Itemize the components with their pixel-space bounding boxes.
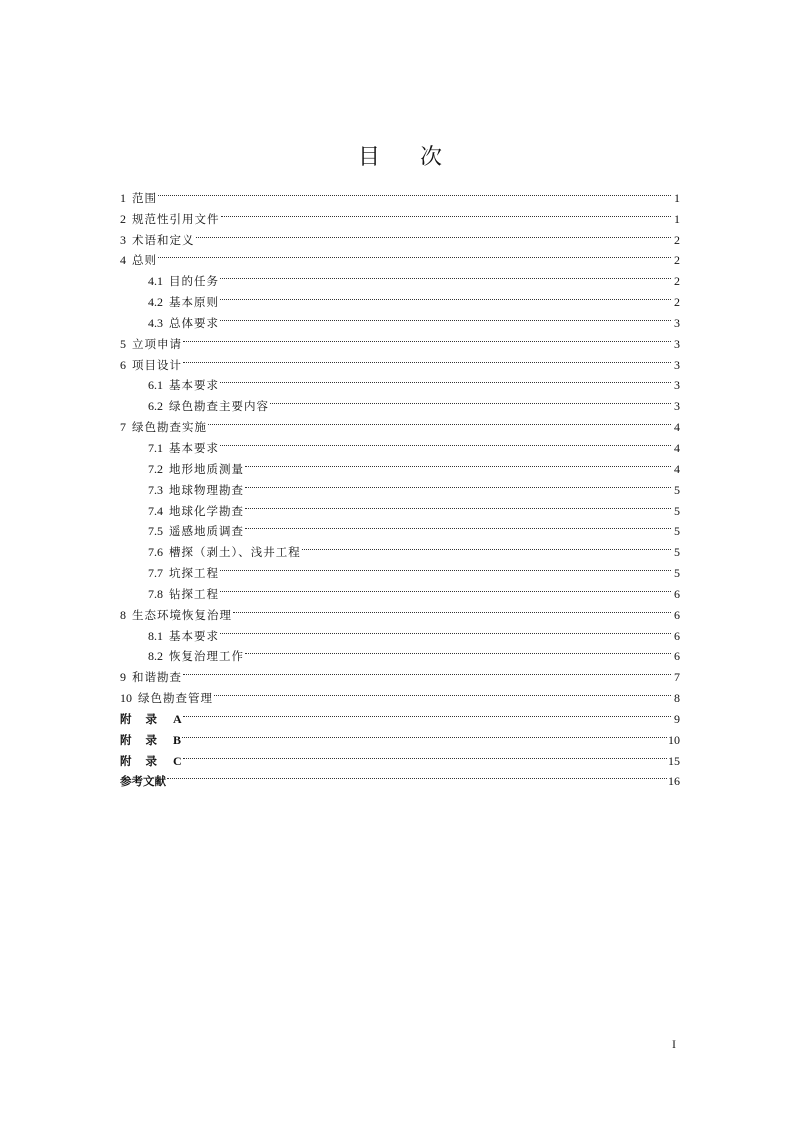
toc-entry-number: 7.2	[148, 461, 163, 476]
toc-entry-title: 遥感地质调查	[169, 524, 244, 539]
toc-entry-number: 2	[120, 211, 126, 226]
toc-entry-page: 15	[668, 753, 680, 768]
toc-entry-page: 5	[674, 482, 680, 497]
dot-leader	[245, 640, 671, 661]
toc-entry-title: 立项申请	[132, 336, 182, 351]
toc-entry-page: 8	[674, 691, 680, 706]
dot-leader	[214, 681, 671, 702]
toc-entry-page: 6	[674, 607, 680, 622]
toc-entry-page: 10	[668, 732, 680, 747]
toc-entry-number: 7.8	[148, 586, 163, 601]
toc-entry-page: 2	[674, 295, 680, 310]
title-char-2: 次	[420, 145, 443, 170]
toc-entry-number: 7.6	[148, 545, 163, 560]
toc-entry-number: 6.2	[148, 399, 163, 414]
dot-leader	[158, 244, 671, 265]
toc-entry-page: 3	[674, 399, 680, 414]
toc-entry-title: 绿色勘查管理	[138, 691, 213, 706]
table-of-contents	[120, 181, 680, 789]
toc-entry-page: 3	[674, 378, 680, 393]
toc-entry-page: 3	[674, 357, 680, 372]
toc-entry[interactable]	[120, 181, 680, 205]
dot-leader	[158, 181, 671, 202]
toc-entry-page: 2	[674, 232, 680, 247]
toc-entry-number: 7.1	[148, 440, 163, 455]
dot-leader	[245, 515, 671, 536]
toc-entry-number: 8.2	[148, 649, 163, 664]
toc-appendix-entry[interactable]	[120, 744, 680, 768]
toc-entry-title: 和谐勘查	[132, 670, 182, 685]
toc-entry-title: 绿色勘查主要内容	[169, 399, 269, 414]
toc-entry-title: 基本原则	[169, 295, 219, 310]
toc-entry[interactable]	[120, 202, 680, 226]
toc-entry[interactable]	[120, 681, 680, 706]
dot-leader	[220, 285, 671, 306]
toc-entry-title: 地球化学勘查	[169, 503, 244, 518]
toc-entry-number: 7.3	[148, 482, 163, 497]
appendix-letter: C	[173, 753, 182, 768]
toc-appendix-entry[interactable]	[120, 702, 680, 726]
toc-entry-title: 钻探工程	[169, 586, 219, 601]
dot-leader	[220, 619, 671, 640]
appendix-letter: A	[173, 711, 182, 726]
toc-entry-number: 6	[120, 357, 126, 372]
toc-entry-page: 4	[674, 440, 680, 455]
dot-leader	[182, 723, 667, 744]
toc-entry-page: 6	[674, 649, 680, 664]
dot-leader	[208, 410, 671, 431]
toc-appendix-entry[interactable]	[120, 723, 680, 747]
title-char-1: 目	[357, 145, 380, 170]
appendix-word-2: 录	[145, 753, 157, 768]
appendix-word-2: 录	[145, 732, 157, 747]
toc-entry-page: 1	[674, 211, 680, 226]
toc-entry-page: 3	[674, 336, 680, 351]
dot-leader	[245, 494, 671, 515]
dot-leader	[270, 389, 671, 410]
toc-entry-title: 范围	[132, 190, 157, 205]
appendix-word-1: 附	[120, 753, 132, 768]
dot-leader	[183, 702, 671, 723]
toc-entry-page: 2	[674, 274, 680, 289]
toc-entry-number: 1	[120, 190, 126, 205]
toc-entry-number: 5	[120, 336, 126, 351]
toc-entry-title: 目的任务	[169, 274, 219, 289]
page-title	[0, 143, 800, 173]
dot-leader	[183, 660, 671, 681]
toc-entry-number: 4.1	[148, 274, 163, 289]
dot-leader	[245, 473, 671, 494]
toc-entry-number: 7.7	[148, 566, 163, 581]
toc-entry-title: 基本要求	[169, 440, 219, 455]
toc-entry-title: 坑探工程	[169, 566, 219, 581]
toc-entry[interactable]	[120, 327, 680, 351]
dot-leader	[220, 264, 671, 285]
dot-leader	[167, 765, 667, 786]
toc-entry-page: 6	[674, 586, 680, 601]
toc-entry-number: 4	[120, 253, 126, 268]
toc-entry[interactable]	[120, 660, 680, 685]
toc-entry[interactable]	[120, 369, 680, 393]
appendix-letter: B	[173, 732, 182, 747]
toc-entry-page: 5	[674, 566, 680, 581]
toc-references-entry[interactable]	[120, 765, 680, 789]
toc-entry-number: 9	[120, 670, 126, 685]
dot-leader	[220, 306, 671, 327]
toc-entry-number: 3	[120, 232, 126, 247]
dot-leader	[233, 598, 671, 619]
toc-entry-page: 4	[674, 420, 680, 435]
toc-entry[interactable]	[120, 264, 680, 289]
dot-leader	[196, 223, 672, 244]
toc-entry-number: 10	[120, 691, 132, 706]
toc-entry-page: 5	[674, 545, 680, 560]
appendix-word-1: 附	[120, 732, 132, 747]
toc-entry-page: 7	[674, 670, 680, 685]
toc-entry-number: 4.2	[148, 295, 163, 310]
toc-entry-title: 总体要求	[169, 315, 219, 330]
toc-entry-title: 总则	[132, 253, 157, 268]
toc-entry-number: 6.1	[148, 378, 163, 393]
toc-entry-page: 4	[674, 461, 680, 476]
toc-entry-number: 4.3	[148, 315, 163, 330]
dot-leader	[245, 452, 671, 473]
toc-entry-title: 地形地质测量	[169, 461, 244, 476]
toc-entry-page: 5	[674, 524, 680, 539]
dot-leader	[221, 202, 672, 223]
page-number: I	[672, 1037, 676, 1051]
toc-entry-title: 槽探（剥土）、浅井工程	[169, 545, 301, 560]
toc-entry-title: 基本要求	[169, 378, 219, 393]
toc-entry-title: 地球物理勘查	[169, 482, 244, 497]
toc-entry-number: 8.1	[148, 628, 163, 643]
dot-leader	[220, 556, 671, 577]
toc-entry-page: 3	[674, 315, 680, 330]
toc-entry-title: 项目设计	[132, 357, 182, 372]
toc-entry-title: 恢复治理工作	[169, 649, 244, 664]
toc-entry-number: 7.4	[148, 503, 163, 518]
dot-leader	[183, 744, 667, 765]
toc-entry-page: 1	[674, 190, 680, 205]
toc-entry[interactable]	[120, 348, 680, 372]
toc-entry-number: 7.5	[148, 524, 163, 539]
dot-leader	[302, 535, 671, 556]
toc-entry-title: 绿色勘查实施	[132, 420, 207, 435]
toc-entry-title: 生态环境恢复治理	[132, 607, 232, 622]
dot-leader	[183, 327, 671, 348]
toc-entry[interactable]	[120, 244, 680, 268]
toc-entry-title: 参考文献	[120, 774, 166, 789]
dot-leader	[220, 577, 671, 598]
toc-entry-page: 6	[674, 628, 680, 643]
toc-entry-page: 16	[668, 774, 680, 789]
toc-entry-number: 7	[120, 420, 126, 435]
toc-entry-title: 规范性引用文件	[132, 211, 220, 226]
dot-leader	[220, 431, 671, 452]
toc-entry-page: 2	[674, 253, 680, 268]
toc-entry-title: 术语和定义	[132, 232, 195, 247]
toc-entry-page: 5	[674, 503, 680, 518]
appendix-word-1: 附	[120, 711, 132, 726]
toc-entry-number: 8	[120, 607, 126, 622]
toc-entry-title: 基本要求	[169, 628, 219, 643]
toc-entry[interactable]	[120, 223, 680, 247]
toc-entry-page: 9	[674, 711, 680, 726]
dot-leader	[220, 369, 671, 390]
appendix-word-2: 录	[145, 711, 157, 726]
dot-leader	[183, 348, 671, 369]
